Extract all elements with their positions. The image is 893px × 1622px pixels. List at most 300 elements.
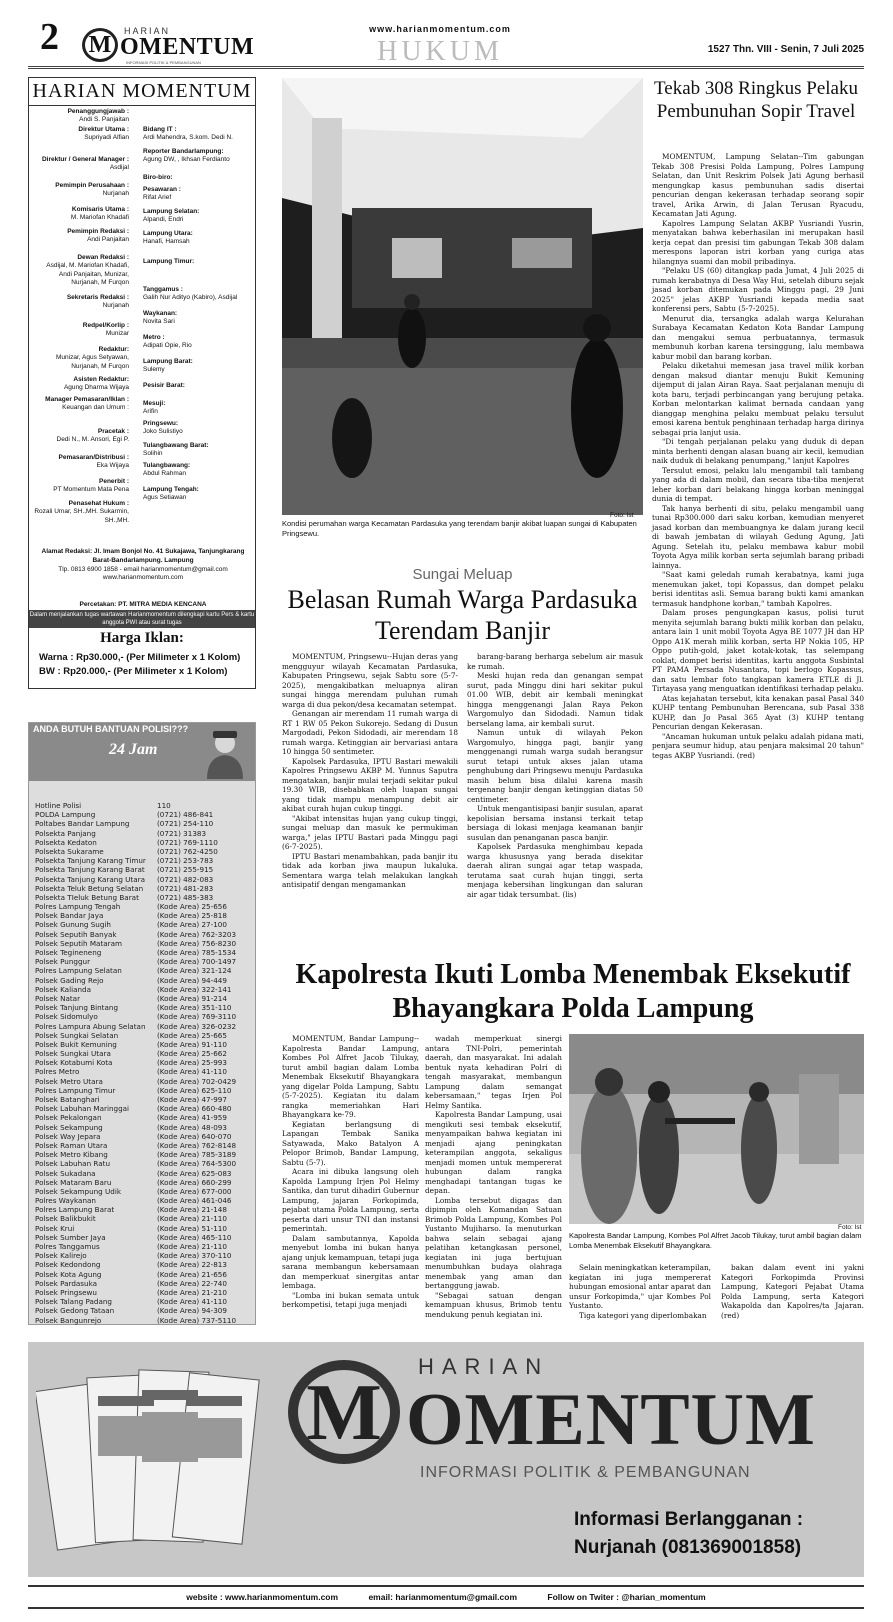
masthead-role: Mesuji: xyxy=(143,400,166,407)
masthead-person: Solihin xyxy=(143,450,163,458)
masthead-entry xyxy=(143,208,253,225)
masthead-entry xyxy=(33,228,129,245)
ad-logo-wordmark: OMENTUM xyxy=(406,1379,816,1461)
article-paragraph: "Lomba ini bukan semata untuk berkompetisi, tetapi juga menjadi xyxy=(282,1290,419,1309)
masthead-role: Waykanan: xyxy=(143,310,178,317)
police-station-name: Polsek Sungkai Selatan xyxy=(35,1030,119,1040)
police-station-name: Polsek Sukadana xyxy=(35,1168,96,1178)
masthead-role: Tulangbawang Barat: xyxy=(143,442,209,449)
police-phone-number[interactable]: (Kode Area) 25-818 xyxy=(157,911,227,921)
police-phone-list xyxy=(35,801,255,1325)
police-station-name: Polres Lampung Tengah xyxy=(35,902,121,912)
masthead-role: Tanggamus : xyxy=(143,286,183,293)
masthead-person: Eka Wijaya xyxy=(96,462,129,470)
masthead-entry xyxy=(33,322,129,339)
police-phone-number[interactable]: (Kode Area) 322-141 xyxy=(157,984,232,994)
masthead-entry xyxy=(33,126,129,143)
police-row xyxy=(35,930,255,939)
masthead-person: Supriyadi Alfian xyxy=(84,134,129,142)
masthead-entry xyxy=(33,108,129,125)
police-phone-number[interactable]: (Kode Area) 21-110 xyxy=(157,1214,227,1224)
masthead-person: Arifin xyxy=(143,408,158,416)
article-paragraph: Untuk mengantisipasi banjir susulan, aparat kepolisian bersama instansi terkait tetap bersiaga di lokasi menjaga keamanan banjir susulan dan penanganan pasca banjir. xyxy=(467,804,643,842)
police-row xyxy=(35,1233,255,1242)
masthead-role: Pringsewu: xyxy=(143,420,179,427)
police-phone-number[interactable]: (Kode Area) 326-0232 xyxy=(157,1021,237,1031)
police-row xyxy=(35,948,255,957)
article-paragraph: "Saat kami geledah rumah kerabatnya, kami juga menemukan jaket, topi Kopassus, dan dompet pelaku berisi identitas asli. Semua barang bukti kami amankan termasuk handphone korban," tambah Kapolres. xyxy=(652,570,864,608)
police-station-name: Polsek Labuhan Maringgai xyxy=(35,1104,130,1114)
police-station-name: Polsek Mataram Baru xyxy=(35,1177,112,1187)
printer-info: Percetakan: PT. MITRA MEDIA KENCANA xyxy=(79,601,207,608)
masthead-entry xyxy=(33,428,129,445)
ad-rate-title: Harga Iklan: xyxy=(100,630,184,646)
ad-rate-bw: BW : Rp20.000,- (Per Milimeter x 1 Kolom) xyxy=(39,666,228,677)
police-row xyxy=(35,838,255,847)
police-phone-number[interactable]: (0721) 762-4250 xyxy=(157,846,218,856)
article-paragraph: Lomba tersebut digagas dan dipimpin oleh Komandan Satuan Brimob Polda Lampung, Kombes Pol Yustanto Mujiharso. Ia menuturkan bahwa selain sebagai ajang pelatihan ketangkasan personel, kegiatan ini juga bertujuan menumbuhkan budaya olahraga menembak yang aman dan bertanggung jawab. xyxy=(425,1195,562,1290)
police-station-name: Polsek Seputih Mataram xyxy=(35,938,123,948)
shooting-body-col3 xyxy=(569,1263,711,1320)
ad-logo-m-emblem: M xyxy=(288,1360,400,1464)
police-phone-number[interactable]: (Kode Area) 91-214 xyxy=(157,993,227,1003)
police-row xyxy=(35,966,255,975)
article-paragraph: Menurut dia, tersangka adalah warga Kelurahan Surabaya Kecamatan Kedaton Kota Bandar Lampung dan mengakui semua perbuatannya, termasuk membunuh korban karena tersinggung, lalu membawa kabur mobil dan barang korban. xyxy=(652,313,864,361)
article-paragraph: Tiga kategori yang diperlombakan xyxy=(579,1310,707,1320)
police-station-name: Polres Lampung Timur xyxy=(35,1085,116,1095)
masthead-title: HARIAN MOMENTUM xyxy=(29,80,255,106)
police-station-name: Polsekta TIeluk Betung Barat xyxy=(35,892,139,902)
police-station-name: Polsek Sekampung Udik xyxy=(35,1186,122,1196)
masthead-role: Direktur / General Manager : xyxy=(41,156,129,163)
police-row xyxy=(35,865,255,874)
police-row xyxy=(35,1077,255,1086)
shooting-photo-caption: Kapolresta Bandar Lampung, Kombes Pol Alfret Jacob Tilukay, turut ambil bagian dalam Lomba Menembak Eksekutif Bhayangkara. xyxy=(569,1231,862,1250)
police-phone-number[interactable]: (Kode Area) 21-148 xyxy=(157,1205,227,1215)
masthead-person: Rozali Umar, SH.,MH. Sukarmin, SH.,MH. xyxy=(34,508,129,524)
police-station-name: Polsekta Kedaton xyxy=(35,837,97,847)
police-phone-number[interactable]: (Kode Area) 351-110 xyxy=(157,1003,232,1013)
masthead-entry xyxy=(143,334,253,351)
flood-headline: Belasan Rumah Warga Pardasuka Terendam Banjir xyxy=(287,585,638,645)
police-phone-number[interactable]: (Kode Area) 41-959 xyxy=(157,1113,227,1123)
logo-wordmark: OMENTUM xyxy=(120,34,255,60)
masthead-entry xyxy=(143,186,253,203)
editorial-address xyxy=(33,548,253,583)
article-paragraph: barang-barang berharga sebelum air masuk ke rumah. xyxy=(467,652,643,671)
police-station-name: Poltabes Bandar Lampung xyxy=(35,819,130,829)
police-phone-number[interactable]: (Kode Area) 25-662 xyxy=(157,1049,227,1059)
header-divider xyxy=(28,66,864,69)
police-row xyxy=(35,1178,255,1187)
masthead-person: M. Mariofan Khadafi xyxy=(70,214,129,222)
footer-email[interactable]: email: harianmomentum@gmail.com xyxy=(368,1592,518,1602)
shooting-photo xyxy=(569,1034,864,1224)
masthead-role: Tulangbawang: xyxy=(143,462,191,469)
logo-tagline: INFORMASI POLITIK & PEMBANGUNAN xyxy=(126,60,201,65)
ad-subscription-label: Informasi Berlangganan : xyxy=(574,1509,804,1530)
police-row xyxy=(35,1279,255,1288)
article-paragraph: Kapolsek Pardasuka menghimbau kepada warga khususnya yang berada disekitar daerah aliran sungai agar tetap waspada, terutama saat curah hujan tinggi, serta menjaga kebersihan lingkungan dan saluran air agar tidak tersumbat. (lis) xyxy=(467,842,643,899)
masthead-entry xyxy=(143,442,253,459)
police-banner xyxy=(29,723,255,781)
article-paragraph: IPTU Bastari menambahkan, pada banjir itu tidak ada korban jiwa maupun lukaluka. Sementara warga telah melakukan langkah antisipatif dengan mengamankan xyxy=(282,851,458,889)
ad-tagline: INFORMASI POLITIK & PEMBANGUNAN xyxy=(420,1464,751,1481)
police-row xyxy=(35,1104,255,1113)
masthead-role: Pemimpin Redaksi : xyxy=(67,228,129,235)
police-station-name: Polsek Gunung Sugih xyxy=(35,920,111,930)
masthead-role: Bidang IT : xyxy=(143,126,177,133)
police-row xyxy=(35,994,255,1003)
police-station-name: Polres Lampung Barat xyxy=(35,1205,115,1215)
article-paragraph: "Akibat intensitas hujan yang cukup tinggi, sungai meluap dan masuk ke permukiman warga," jelas IPTU Bastari pada Minggu pagi (6-7-2025). xyxy=(282,813,458,851)
police-phone-number[interactable]: (Kode Area) 41-110 xyxy=(157,1297,227,1307)
masthead-role: Dewan Redaksi : xyxy=(77,254,129,261)
article-paragraph: Genangan air merendam 11 rumah warga di RT 1 RW 05 Pekon Sukorejo. Sedang di Dusun Margodadi, Pekon Sidodadi, air merendam 18 rumah warga. Ketinggian air bervariasi antara 10 hingga 50 sentimeter. xyxy=(282,709,458,756)
masthead-person: Asdijal, M. Mariofan Khadafi, Andi Panjaitan, Munizar, Nurjanah, M Furqon xyxy=(46,262,129,287)
article-paragraph: Tersulut emosi, pelaku lalu mengambil tali tambang yang ada di dalam mobil, dan secara tiba-tiba menjerat leher korban dari belakang hingga korban meninggal dunia di tempat. xyxy=(652,465,864,503)
article-paragraph: MOMENTUM, Lampung Selatan--Tim gabungan Tekab 308 Presisi Polda Lampung, Polres Lampung Selatan, dan Unit Reskrim Polsek Jati Agung berhasil mengungkap kasus pembunuhan sadis disertai pencurian dengan kekerasan terhadap seorang sopir travel, Arika Arwin, di Jalan Terusan Ryacudu, Kecamatan Jati Agung. xyxy=(652,152,864,218)
masthead-person: Andi Panjaitan xyxy=(87,236,129,244)
subscription-ad xyxy=(28,1342,864,1577)
police-station-name: Polres Waykanan xyxy=(35,1196,96,1206)
article-paragraph: Selain meningkatkan keterampilan, kegiatan ini juga mempererat hubungan emosional antar aparat dan unsur Forkopimda," ujar Kombes Pol Yustanto. xyxy=(569,1263,711,1310)
masthead-person: Dedi N., M. Ansori, Egi P. xyxy=(56,436,129,444)
masthead-entry xyxy=(143,126,253,143)
article-paragraph: Tak hanya berhenti di situ, pelaku mengambil uang tunai Rp300.000 dari saku korban, kemudian menyeret jasad korban dan membuangnya ke dalam jurang kecil di bawah jembatan di wilayah Gedung Agung, Jati Agung. Setelah itu, pelaku membawa kabur mobil Toyota Agya milik korban serta sejumlah barang pribadi lainnya. xyxy=(652,503,864,570)
police-phone-number[interactable]: (Kode Area) 321-124 xyxy=(157,966,232,976)
masthead-entry xyxy=(33,156,129,173)
police-station-name: Polsek Gading Rejo xyxy=(35,975,104,985)
article-paragraph: Namun untuk di wilayah Pekon Wargomulyo, hingga pagi, banjir yang menggenangi rumah warga sudah berangsur surut tetapi untuk akses jalan utama penghubung dari Pringsewu menuju Pardasuka masih belum bisa dilalui karena masih tergenang banjir dengan ketinggian diatas 50 centimeter. xyxy=(467,728,643,804)
masthead-person: Ardi Mahendra, S.kom. Dedi N. xyxy=(143,134,233,142)
shooting-body-col1 xyxy=(282,1034,419,1310)
masthead-entry xyxy=(143,462,253,479)
police-station-name: Polsekta Tanjung Karang Timur xyxy=(35,856,146,866)
police-station-name: Polsek Krui xyxy=(35,1223,75,1233)
masthead-person: PT Momentum Mata Pena xyxy=(53,486,129,494)
masthead-entry xyxy=(143,400,253,417)
police-phone-number[interactable]: (Kode Area) 41-110 xyxy=(157,1067,227,1077)
police-row xyxy=(35,847,255,856)
police-phone-number[interactable]: (Kode Area) 762-3203 xyxy=(157,929,237,939)
article-paragraph: Meski hujan reda dan genangan sempat surut, pada Minggu dini hari sekitar pukul 01.00 WIB, debit air kembali meningkat hingga menggenangi Jalan Raya Pekon Wargomulyo dan Sidodadi. Namun tidak berselang lama, air kembali surut. xyxy=(467,671,643,728)
police-phone-number[interactable]: (0721) 31383 xyxy=(157,828,207,838)
article-paragraph: "Ancaman hukuman untuk pelaku adalah pidana mati, penjara seumur hidup, atau penjara maksimal 20 tahun" tegas AKBP Yusriandi. (red) xyxy=(652,731,864,760)
police-row xyxy=(35,1251,255,1260)
masthead-person: Agung DW, , Ikhsan Ferdianto xyxy=(143,156,230,164)
article-paragraph: "Pelaku US (60) ditangkap pada Jumat, 4 Juli 2025 di rumah kerabatnya di Desa Way Hui, setelah diburu sejak jasad korban ditemukan pada Minggu pagi, 29 Juni 2025" jelas AKBP Yusriandi kepada media saat konferensi pers, Sabtu (5-7-2025). xyxy=(652,266,864,313)
flood-photo xyxy=(282,78,643,515)
flood-photo-credit: Foto: Ist xyxy=(610,512,634,519)
masthead-entry xyxy=(33,396,129,413)
police-row xyxy=(35,1150,255,1159)
police-phone-number[interactable]: (Kode Area) 764-5300 xyxy=(157,1159,237,1169)
police-row xyxy=(35,1187,255,1196)
police-station-name: Polsek Sidomulyo xyxy=(35,1012,98,1022)
masthead-role: Lampung Tengah: xyxy=(143,486,199,493)
masthead-role: Pesisir Barat: xyxy=(143,382,185,389)
police-row xyxy=(35,1306,255,1315)
article-paragraph: Atas kejahatan tersebut, kita kenakan pasal Pasal 340 KUHP tentang Pembunuhan Berencana, sub Pasal 338 KUHP, dan Jo Pasal 365 Ayat (3) KUHP tentang Pencurian dengan Kekerasan. xyxy=(652,693,864,731)
masthead-role: Reporter Bandarlampung: xyxy=(143,148,224,155)
police-phone-number[interactable]: (0721) 482-083 xyxy=(157,874,214,884)
police-row xyxy=(35,1095,255,1104)
police-station-name: Polsek Bukit Kemuning xyxy=(35,1039,117,1049)
police-row xyxy=(35,920,255,929)
masthead-role: Sekretaris Redaksi : xyxy=(66,294,129,301)
masthead-person: Munizar xyxy=(105,330,129,338)
police-row xyxy=(35,1141,255,1150)
police-station-name: Polres Lampura Abung Selatan xyxy=(35,1021,146,1031)
masthead-role: Penerbit : xyxy=(99,478,129,485)
police-phone-number[interactable]: (Kode Area) 762-8148 xyxy=(157,1140,237,1150)
footer-website[interactable]: website : www.harianmomentum.com xyxy=(186,1592,339,1602)
police-phone-number[interactable]: (Kode Area) 660-480 xyxy=(157,1104,232,1114)
police-phone-number[interactable]: (Kode Area) 21-110 xyxy=(157,1242,227,1251)
masthead-entry xyxy=(33,376,129,393)
website-line[interactable]: www.harianmomentum.com xyxy=(102,574,184,582)
police-banner-title: ANDA BUTUH BANTUAN POLISI??? xyxy=(33,724,189,734)
police-phone-number[interactable]: (Kode Area) 370-110 xyxy=(157,1251,232,1261)
masthead-role: Lampung Selatan: xyxy=(143,208,200,215)
police-station-name: Polsek Labuhan Ratu xyxy=(35,1159,111,1169)
police-phone-number[interactable]: (0721) 481-283 xyxy=(157,883,214,893)
police-station-name: Polsekta Panjang xyxy=(35,828,96,838)
police-phone-number[interactable]: (Kode Area) 91-110 xyxy=(157,1039,227,1049)
masthead-person: Galih Nur Adityo (Kabiro), Asdijal xyxy=(143,294,238,302)
police-station-name: Hotline Polisi xyxy=(35,801,82,810)
police-station-name: Polres Lampung Selatan xyxy=(35,966,122,976)
masthead-person: Andi S. Panjaitan xyxy=(79,116,129,124)
police-row xyxy=(35,1049,255,1058)
masthead-role: Direktur Utama : xyxy=(78,126,129,133)
ad-logo-top: HARIAN xyxy=(418,1354,550,1379)
masthead-person: Hanafi, Hamsah xyxy=(143,238,190,246)
logo-top-text: HARIAN xyxy=(124,26,171,36)
police-row xyxy=(35,1058,255,1067)
article-paragraph: Dalam proses pengungkapan kasus, polisi turut menyita sejumlah barang bukti milik korban dan pelaku, antara lain 1 unit mobil Toyota Agya BE 1077 JH dan HP Oppo A1K merah milik korban, serta HP Nokia 105, HP Oppo putih-gold, jaket kotak-kotak, tas selempang coklat, dompet berisi identitas, kartu anggota Susbintal PT PAMA Persada Nusantara, topi berlogo Kopassus, dan satu lembar foto tangkapan kamera ETLE di Jl. Tirtayasa yang menguatkan identifikasi terhadap pelaku. xyxy=(652,608,864,693)
police-phone-number[interactable]: (Kode Area) 22-740 xyxy=(157,1278,227,1288)
masthead-role: Biro-biro: xyxy=(143,174,173,181)
masthead-entry xyxy=(33,478,129,495)
article-paragraph: "Sebagai satuan dengan kemampuan khusus, Brimob tentu mendukung penuh kegiatan ini. xyxy=(425,1290,562,1319)
police-station-name: Polsek Sumber Jaya xyxy=(35,1232,106,1242)
police-station-name: Polsek Gedong Tataan xyxy=(35,1306,115,1316)
masthead-entry xyxy=(143,230,253,247)
police-row xyxy=(35,1022,255,1031)
police-phone-number[interactable]: (Kode Area) 625-083 xyxy=(157,1168,232,1178)
editorial-masthead xyxy=(28,77,256,689)
police-station-name: Polsek Punggur xyxy=(35,957,91,967)
police-phone-number[interactable]: (Kode Area) 461-046 xyxy=(157,1196,232,1206)
masthead-role: Redaktur: xyxy=(98,346,129,353)
police-station-name: Polsek Sungkai Utara xyxy=(35,1049,111,1059)
masthead-person: Munizar, Agus Setyawan, Nurjanah, M Furqon xyxy=(56,354,129,370)
flood-photo-caption: Kondisi perumahan warga Kecamatan Pardasuka yang terendam banjir akibat luapan sungai di Kabupaten Pringsewu. xyxy=(282,519,637,538)
header-website[interactable]: www.harianmomentum.com xyxy=(369,24,511,34)
masthead-entry xyxy=(33,182,129,199)
police-phone-number[interactable]: (Kode Area) 702-0429 xyxy=(157,1076,237,1086)
ad-rate-color: Warna : Rp30.000,- (Per Milimeter x 1 Kolom) xyxy=(39,652,241,663)
masthead-entry xyxy=(143,420,253,437)
masthead-entry xyxy=(33,500,129,525)
police-station-name: Polsek Seputih Banyak xyxy=(35,929,117,939)
police-phone-number[interactable]: (Kode Area) 51-110 xyxy=(157,1223,227,1233)
police-row xyxy=(35,1205,255,1214)
article-paragraph: wadah memperkuat sinergi antara TNI-Polri, pemerintah daerah, dan masyarakat. Ini adalah bentuk nyata kehadiran Polri di tengah masyarakat, membangun Lampung dalam semangat kebersamaan," tegas Irjen Pol Helmy Santika. xyxy=(425,1034,562,1110)
police-phone-number[interactable]: (Kode Area) 25-993 xyxy=(157,1058,227,1068)
police-row xyxy=(35,884,255,893)
police-row xyxy=(35,1288,255,1297)
masthead-role: Metro : xyxy=(143,334,165,341)
article-paragraph: Kegiatan berlangsung di Lapangan Tembak Sanika Satyawada, Mako Batalyon A Pelopor Brimob, Bandar Lampung, Sabtu (5-7). xyxy=(282,1119,419,1167)
masthead-entry xyxy=(33,254,129,288)
flood-body-col1 xyxy=(282,652,458,890)
logo-m-emblem: M xyxy=(82,28,118,62)
police-phone-number[interactable]: (Kode Area) 677-000 xyxy=(157,1186,232,1196)
police-row xyxy=(35,1224,255,1233)
police-phone-number[interactable]: (0721) 253-783 xyxy=(157,856,214,866)
police-phone-number[interactable]: (Kode Area) 21-656 xyxy=(157,1269,227,1279)
police-phone-number[interactable]: (Kode Area) 21-210 xyxy=(157,1287,227,1297)
police-station-name: Polsek Kota Agung xyxy=(35,1269,102,1279)
page-number: 2 xyxy=(40,16,59,58)
masthead-person: Agus Setiawan xyxy=(143,494,187,502)
police-row xyxy=(35,1012,255,1021)
police-station-name: Polres Tanggamus xyxy=(35,1242,100,1251)
masthead-role: Redpel/Korlip : xyxy=(82,322,129,329)
police-phone-number[interactable]: (0721) 255-915 xyxy=(157,865,214,875)
police-phone-number[interactable]: (Kode Area) 47-997 xyxy=(157,1095,227,1104)
police-row xyxy=(35,902,255,911)
police-row xyxy=(35,1086,255,1095)
newspaper-stack-image xyxy=(36,1356,276,1566)
police-row xyxy=(35,829,255,838)
article-paragraph: MOMENTUM, Pringsewu--Hujan deras yang mengguyur wilayah Kecamatan Pardasuka, Kabupaten Pringsewu, sejak Sabtu sore (5-7-2025), mengakibatkan meluapnya aliran sungai hingga merendam puluhan rumah warga di dua pekon/desa kecamatan setempat. xyxy=(282,652,458,709)
police-phone-number[interactable]: (0721) 254-110 xyxy=(157,819,214,829)
police-phone-number[interactable]: (Kode Area) 94-449 xyxy=(157,975,227,985)
police-phone-number[interactable]: (0721) 769-1110 xyxy=(157,837,218,847)
police-phone-number[interactable]: (Kode Area) 756-8230 xyxy=(157,938,237,948)
press-card-notice: Dalam menjalankan tugas wartawan Harianmomentum dilengkapi kartu Pers & kartu anggota PWI atau surat tugas xyxy=(29,610,255,628)
police-row xyxy=(35,911,255,920)
footer-twitter[interactable]: Follow on Twiter : @harian_momentum xyxy=(547,1592,706,1602)
police-station-name: Polsek Sekampung xyxy=(35,1122,103,1132)
police-station-name: Polsek Batanghari xyxy=(35,1095,100,1104)
masthead-person: Asdijal xyxy=(109,164,129,172)
shooting-headline: Kapolresta Ikuti Lomba Menembak Eksekutif Bhayangkara Polda Lampung xyxy=(295,959,851,1024)
police-row xyxy=(35,985,255,994)
police-station-name: POLDA Lampung xyxy=(35,810,96,820)
masthead-role: Manager Pemasaran/Iklan : xyxy=(45,396,129,403)
article-paragraph: Dalam sambutannya, Kapolda menyebut lomba ini bukan hanya ajang unjuk kemampuan, tetapi juga sarana membangun kebersamaan dan memperkuat sinergitas antar lembaga. xyxy=(282,1233,419,1290)
police-station-name: Polsekta Tanjung Karang Barat xyxy=(35,865,145,875)
masthead-role: Lampung Timur: xyxy=(143,258,195,265)
article-paragraph: Pelaku diketahui memesan jasa travel milik korban dengan maksud diantar menuju Bukit Kemuning dijemput di jalan Airan Raya. Saat perjalanan menuju di kota baru, terjadi perbincangan yang berujung petaka. Korban melontarkan kalimat bernada candaan yang dianggap menghina pelaku membuat pelaku tersulut emosi karena bentuk penghinaan terhadap harga dirinya sebagai pria lanjut usia. xyxy=(652,361,864,437)
masthead-person: Nurjanah xyxy=(102,190,129,198)
murder-headline: Tekab 308 Ringkus Pelaku Pembunuhan Sopir Travel xyxy=(654,78,858,122)
article-paragraph: Acara ini dibuka langsung oleh Kapolda Lampung Irjen Pol Helmy Santika, dan turut dihadiri Gubernur Lampung, jajaran Forkopimda, pejabat utama Polda Lampung, serta peserta dari unsur TNI dan instansi pemerintah. xyxy=(282,1167,419,1233)
police-phone-number[interactable]: (Kode Area) 640-070 xyxy=(157,1131,232,1141)
police-station-name: Polsekta Sukarame xyxy=(35,846,104,856)
police-phone-number[interactable]: (Kode Area) 769-3110 xyxy=(157,1012,237,1022)
police-phone-number[interactable]: (Kode Area) 465-110 xyxy=(157,1232,232,1242)
masthead-role: Pemimpin Perusahaan : xyxy=(55,182,129,189)
police-phone-number[interactable]: (Kode Area) 700-1497 xyxy=(157,957,237,967)
police-station-name: Polsek Pardasuka xyxy=(35,1278,98,1288)
police-station-name: Polsek Kedondong xyxy=(35,1260,101,1270)
police-row xyxy=(35,1159,255,1168)
police-phone-number[interactable]: (Kode Area) 785-3189 xyxy=(157,1150,237,1160)
police-phone-number[interactable]: (Kode Area) 25-665 xyxy=(157,1030,227,1040)
police-row xyxy=(35,1196,255,1205)
masthead-role: Asisten Redaktur: xyxy=(73,376,129,383)
police-station-name: Polsek Way Jepara xyxy=(35,1131,101,1141)
masthead-entry xyxy=(143,486,253,503)
masthead-role: Pracetak : xyxy=(97,428,129,435)
police-phone-number[interactable]: (Kode Area) 660-299 xyxy=(157,1177,232,1187)
police-row xyxy=(35,1132,255,1141)
masthead-entry xyxy=(33,454,129,471)
masthead-role: Penasehat Hukum : xyxy=(68,500,129,507)
police-row xyxy=(35,810,255,819)
masthead-entry xyxy=(143,258,253,266)
masthead-person: Nurjanah xyxy=(102,302,129,310)
shooting-photo-credit: Foto: Ist xyxy=(838,1224,862,1231)
police-phone-number[interactable]: (Kode Area) 22-813 xyxy=(157,1260,227,1270)
police-row xyxy=(35,893,255,902)
shooting-body-col4 xyxy=(721,1263,864,1320)
police-station-name: Polsek Talang Padang xyxy=(35,1297,112,1307)
police-phone-number[interactable]: (Kode Area) 737-5110 xyxy=(157,1315,237,1325)
police-phone-number[interactable]: 110 xyxy=(157,801,171,810)
police-row xyxy=(35,1123,255,1132)
masthead-role: Lampung Utara: xyxy=(143,230,193,237)
phone-email-line: Tlp. 0813 6900 1858 - email harianmomentum@gmail.com xyxy=(58,565,228,573)
masthead-entry xyxy=(33,206,129,223)
police-phone-number[interactable]: (Kode Area) 625-110 xyxy=(157,1085,232,1095)
ad-subscription-contact[interactable]: Nurjanah (081369001858) xyxy=(574,1537,802,1558)
police-station-name: Polsek Kalianda xyxy=(35,984,91,994)
police-phone-number[interactable]: (Kode Area) 25-656 xyxy=(157,902,227,912)
article-paragraph: bakan dalam event ini yakni Kategori Forkopimda Provinsi Lampung, Kategori Pejabat Utama Polda Lampung, serta Kategori Wakapolda dan Kapolres/ta Jajaran. (red) xyxy=(721,1263,864,1320)
police-phone-number[interactable]: (Kode Area) 48-093 xyxy=(157,1122,227,1132)
police-row xyxy=(35,976,255,985)
masthead-role: Komisaris Utama : xyxy=(71,206,129,213)
ad-logo xyxy=(288,1354,848,1464)
police-row xyxy=(35,801,255,810)
masthead-role: Lampung Barat: xyxy=(143,358,193,365)
police-station-name: Polsek Bangunrejo xyxy=(35,1315,102,1325)
police-phone-number[interactable]: (Kode Area) 94-309 xyxy=(157,1306,227,1316)
masthead-person: Rifat Arief xyxy=(143,194,172,202)
masthead-person: Alpandi, Endri xyxy=(143,216,184,224)
police-station-name: Polsek Metro Utara xyxy=(35,1076,103,1086)
masthead-person: Adipati Opie, Rio xyxy=(143,342,192,350)
police-row xyxy=(35,875,255,884)
masthead-role: Pesawaran : xyxy=(143,186,181,193)
police-phone-number[interactable]: (Kode Area) 785-1534 xyxy=(157,948,237,957)
masthead-entry xyxy=(33,294,129,311)
article-paragraph: Kapolsek Pardasuka, IPTU Bastari mewakili Kapolres Pringsewu AKBP M. Yunnus Saputra mengatakan, banjir mulai terjadi sekitar pukul 19.30 WIB, disebabkan oleh luapan sungai yang tidak mampu menampung debit air akibat curah hujan cukup tinggi. xyxy=(282,756,458,813)
police-phone-number[interactable]: (Kode Area) 27-100 xyxy=(157,920,227,930)
police-row xyxy=(35,957,255,966)
police-phone-number[interactable]: (0721) 486-841 xyxy=(157,810,214,820)
police-row xyxy=(35,1316,255,1325)
police-station-name: Polsek Tanjung Bintang xyxy=(35,1003,119,1013)
police-phone-number[interactable]: (0721) 485-383 xyxy=(157,892,214,902)
